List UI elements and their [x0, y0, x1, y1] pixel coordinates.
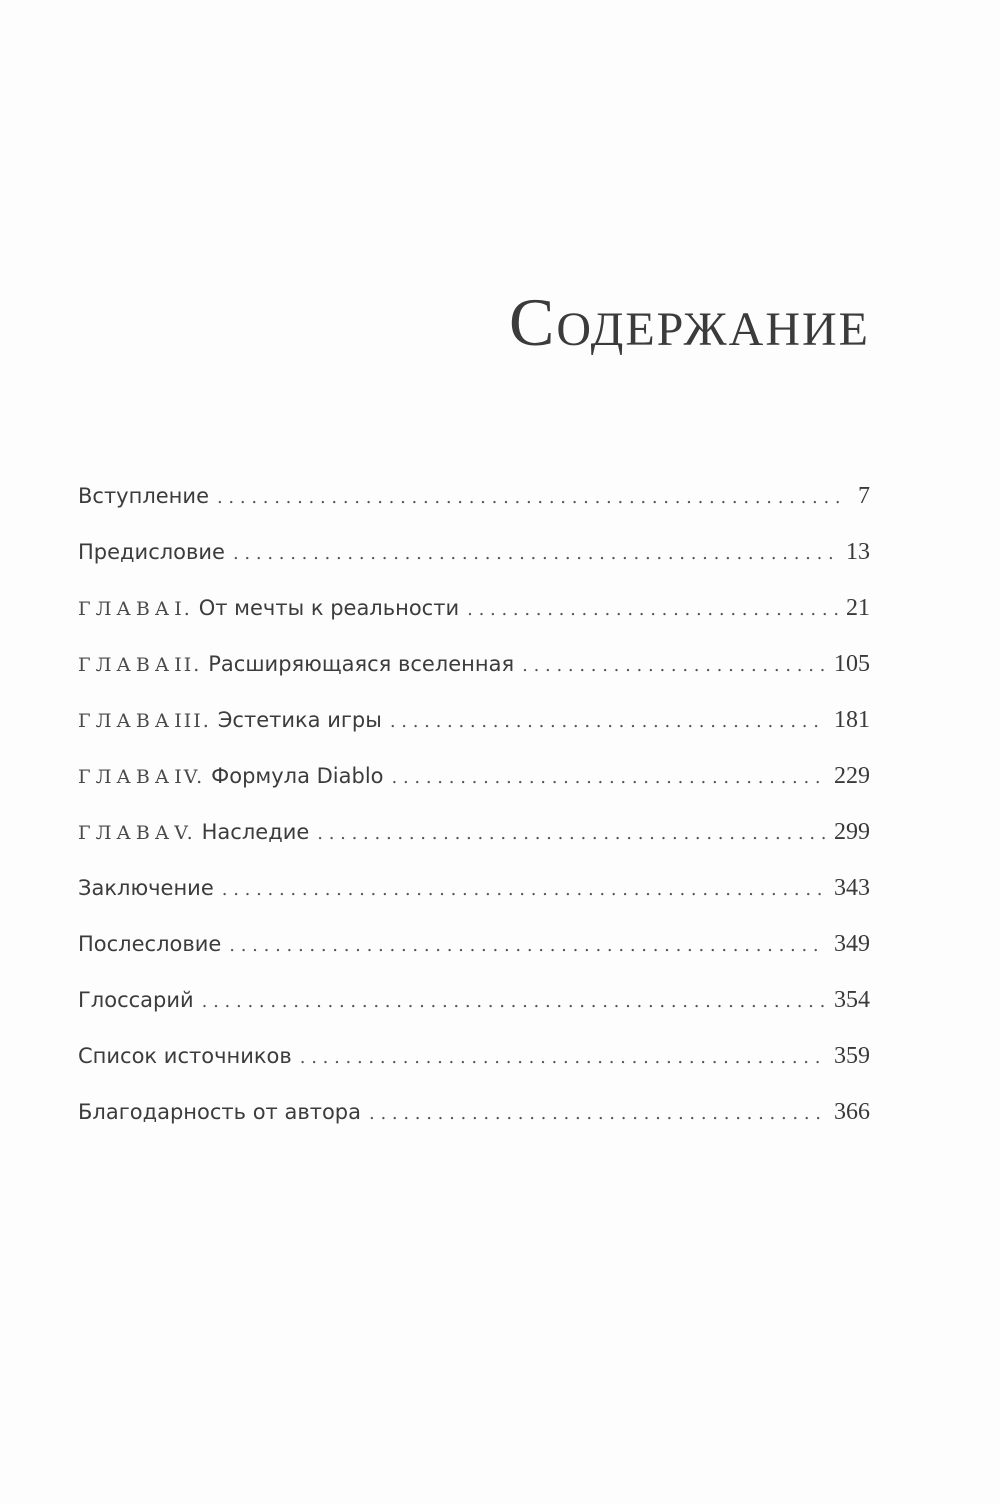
toc-entry-conclusion[interactable]: [78, 868, 870, 924]
chapter-prefix: ГЛАВА: [78, 598, 175, 620]
dot-leader: [390, 702, 826, 742]
dot-leader: [467, 590, 838, 630]
toc-page-number: 349: [834, 931, 870, 957]
dot-leader: [202, 982, 826, 1022]
dot-leader: [233, 534, 838, 574]
toc-entry-label: Расширяющаяся вселенная: [208, 652, 515, 676]
toc-entry-chapter-5[interactable]: [78, 812, 870, 868]
toc-entry-label: Предисловие: [78, 540, 225, 564]
chapter-prefix: ГЛАВА: [78, 766, 175, 788]
toc-page-number: 354: [834, 987, 870, 1013]
dot-leader: [369, 1094, 826, 1134]
toc-page-number: 105: [834, 651, 870, 677]
dot-leader: [522, 646, 826, 686]
chapter-number: I.: [174, 598, 192, 620]
toc-page-number: 343: [834, 875, 870, 901]
dot-leader: [392, 758, 826, 798]
toc-entry-chapter-3[interactable]: [78, 700, 870, 756]
toc-page-number: 181: [834, 707, 870, 733]
page-title: Содержание: [508, 284, 870, 360]
dot-leader: [222, 870, 826, 910]
chapter-number: III.: [174, 710, 211, 732]
dot-leader: [300, 1038, 826, 1078]
toc-entry-label: Вступление: [78, 484, 209, 508]
chapter-prefix: ГЛАВА: [78, 710, 175, 732]
chapter-prefix: ГЛАВА: [78, 822, 175, 844]
toc-page-number: 366: [834, 1099, 870, 1125]
toc-entry-introduction[interactable]: [78, 476, 870, 532]
chapter-number: V.: [174, 822, 195, 844]
toc-entry-label: Список источников: [78, 1044, 292, 1068]
toc-entry-label: Благодарность от автора: [78, 1100, 361, 1124]
toc-page-number: 229: [834, 763, 870, 789]
toc-entry-label: Эстетика игры: [217, 708, 382, 732]
toc-entry-chapter-1[interactable]: [78, 588, 870, 644]
toc-page-number: 13: [846, 539, 870, 565]
chapter-prefix: ГЛАВА: [78, 654, 175, 676]
toc-entry-label: Послесловие: [78, 932, 222, 956]
toc-entry-label: От мечты к реальности: [198, 596, 460, 620]
toc-page-number: 21: [846, 595, 870, 621]
chapter-number: II.: [174, 654, 202, 676]
toc-entry-label: Заключение: [78, 876, 214, 900]
dot-leader: [217, 478, 842, 518]
toc-entry-sources[interactable]: [78, 1036, 870, 1092]
toc-entry-chapter-2[interactable]: [78, 644, 870, 700]
toc-entry-label: Наследие: [201, 820, 310, 844]
toc-entry-label: Глоссарий: [78, 988, 194, 1012]
chapter-number: IV.: [174, 766, 205, 788]
toc-entry-label: Формула Diablo: [211, 764, 384, 788]
dot-leader: [317, 814, 826, 854]
toc-page-number: 7: [858, 483, 870, 509]
toc-entry-acknowledgements[interactable]: [78, 1092, 870, 1148]
toc-entry-chapter-4[interactable]: [78, 756, 870, 812]
toc-entry-preface[interactable]: [78, 532, 870, 588]
toc-entry-afterword[interactable]: [78, 924, 870, 980]
dot-leader: [229, 926, 826, 966]
toc-entry-glossary[interactable]: [78, 980, 870, 1036]
toc-page-number: 299: [834, 819, 870, 845]
toc-page-number: 359: [834, 1043, 870, 1069]
table-of-contents: [78, 476, 870, 1148]
